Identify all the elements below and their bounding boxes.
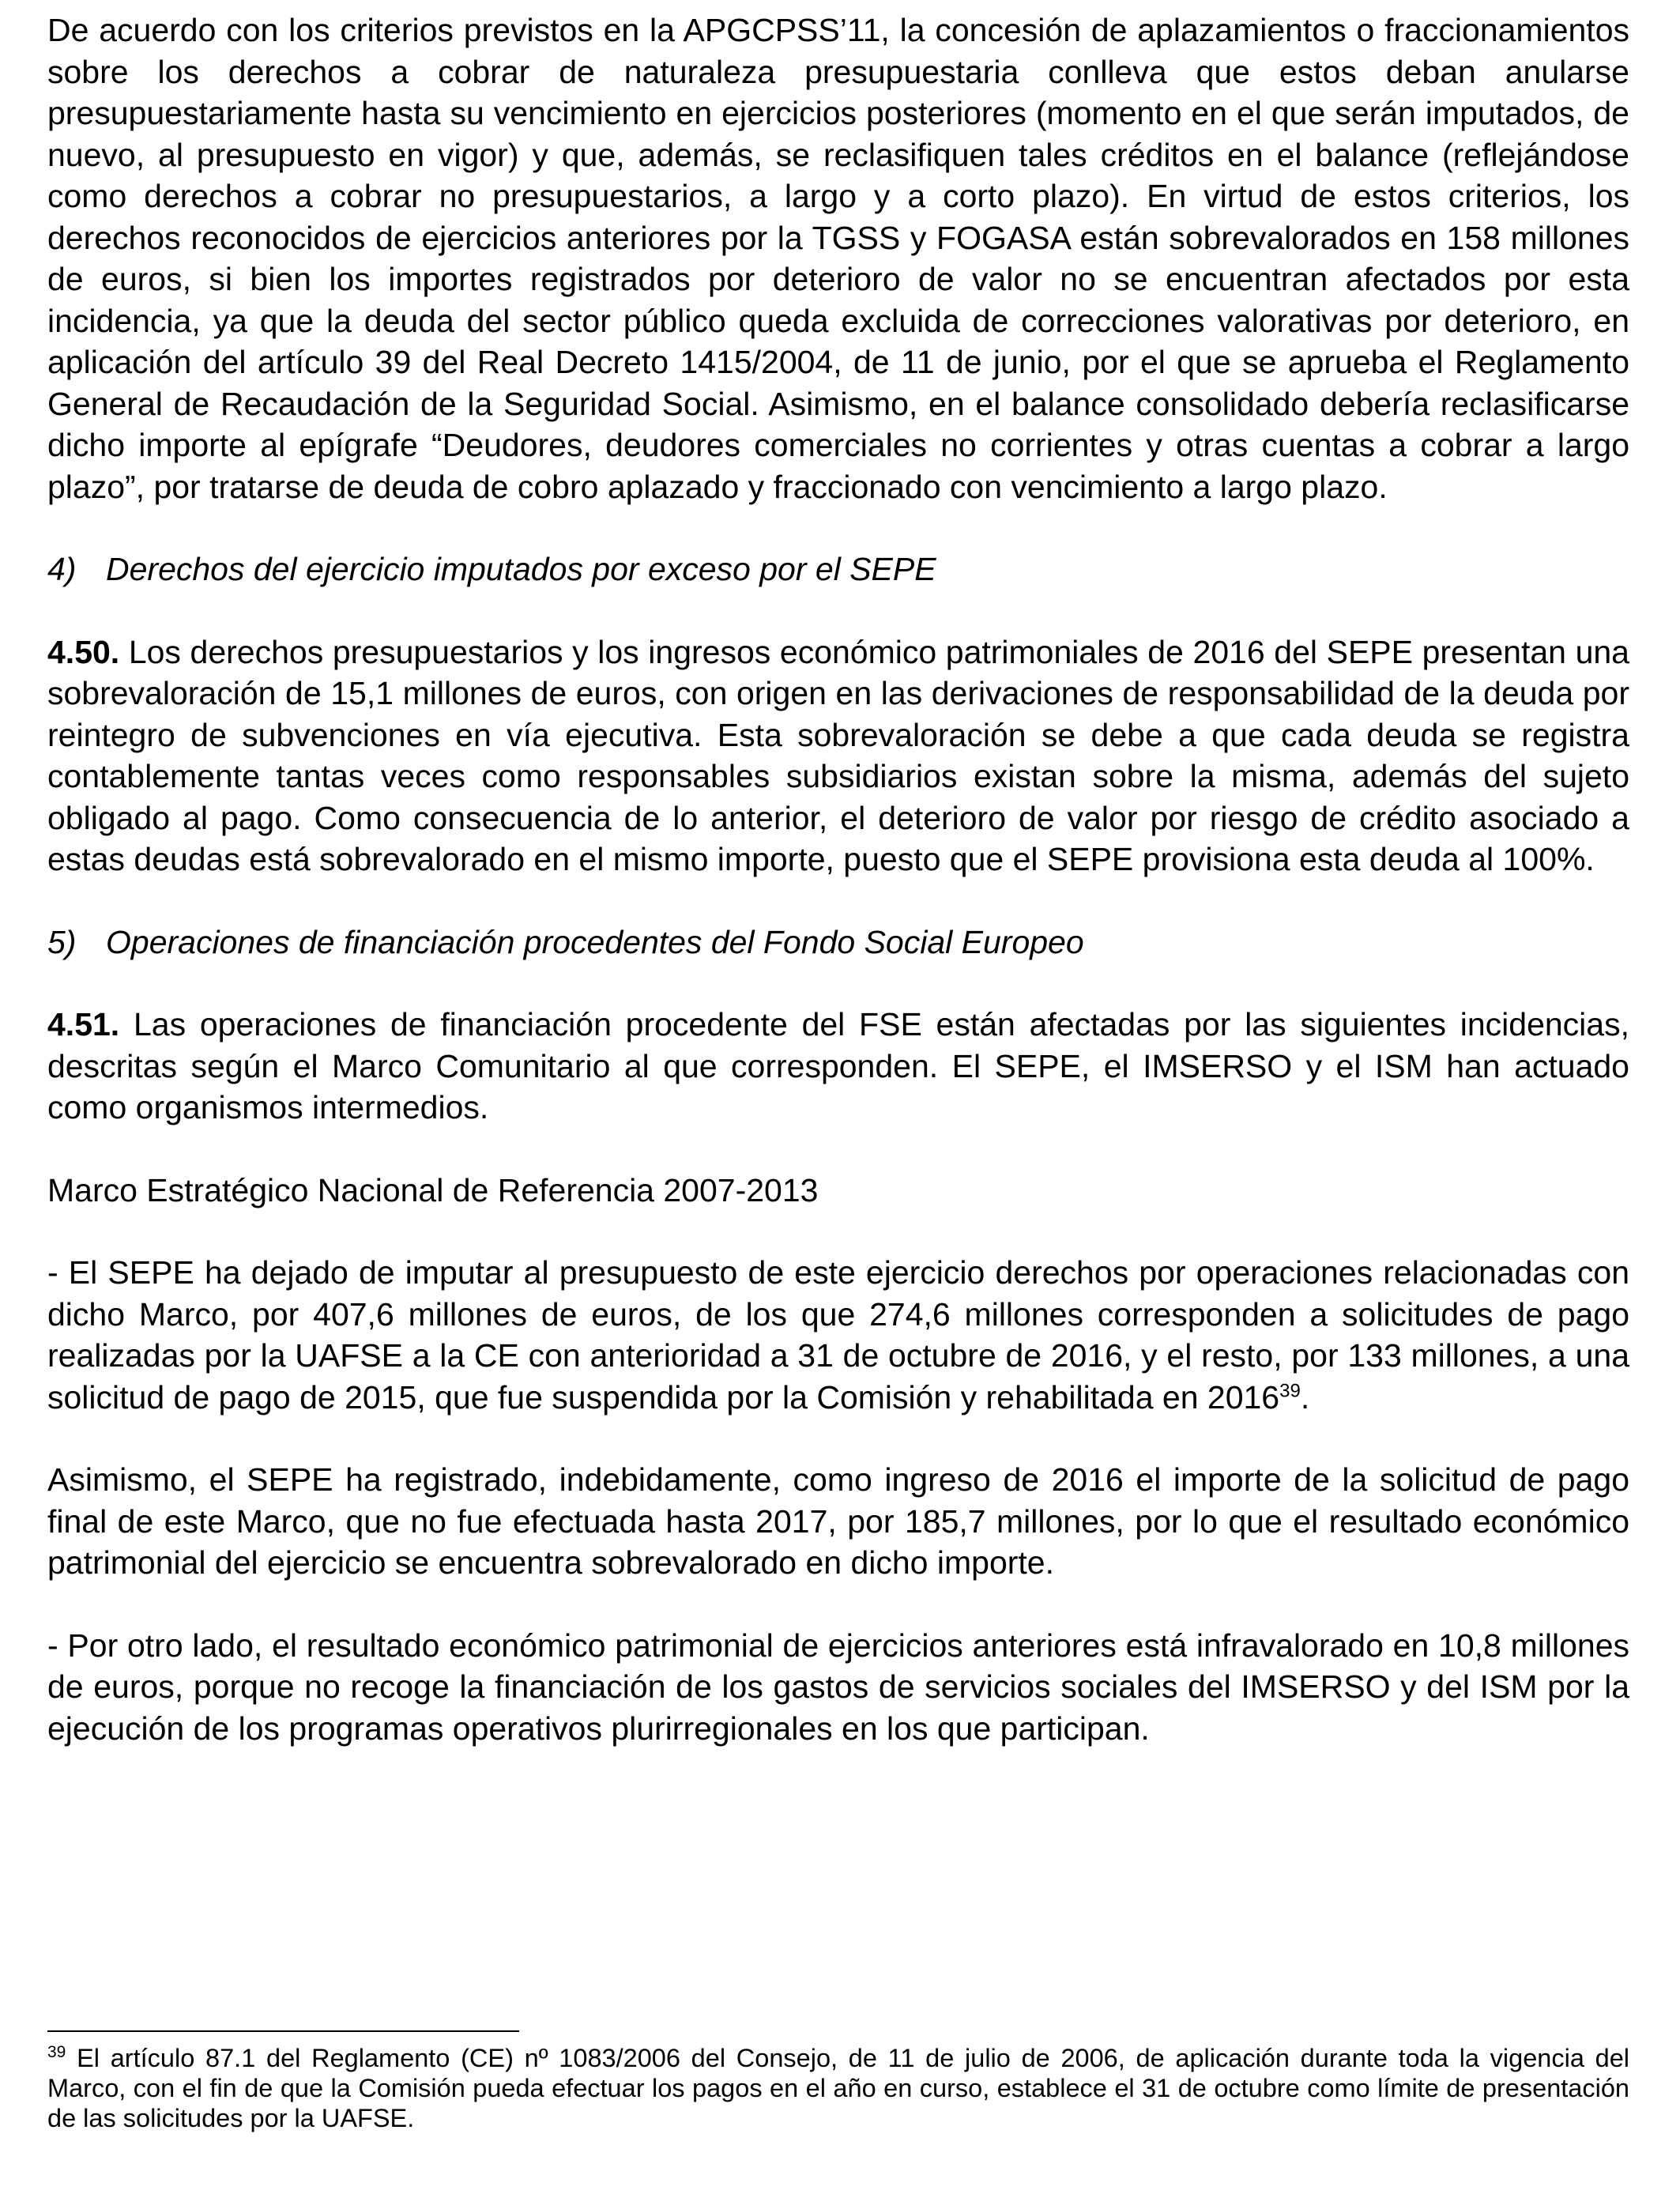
section-title: Operaciones de financiación procedentes del Fondo Social Europeo <box>106 923 1084 960</box>
footnote-divider <box>47 2030 519 2032</box>
footnote-number: 39 <box>47 2043 66 2062</box>
bullet-text: - El SEPE ha dejado de imputar al presupuesto de este ejercicio derechos por operaciones relacionadas con dicho Marco, por 407,6 millones de euros, de los que 274,6 millones corresponden a solicitudes de pago realizadas por la UAFSE a la CE con anterioridad a 31 de octubre de 2016, y el resto, por 133 millones, a una solicitud de pago de 2015, que fue suspendida por la Comisión y rehabilitada en 2016 <box>47 1254 1629 1416</box>
spacer <box>47 1584 1629 1625</box>
spacer <box>47 963 1629 1004</box>
paragraph-number: 4.51. <box>47 1006 120 1042</box>
document-body <box>47 9 1629 1749</box>
footnote-text: El artículo 87.1 del Reglamento (CE) nº 1083/2006 del Consejo, de 11 de julio de 2006, de aplicación durante toda la vigencia del Marco, con el fin de que la Comisión pueda efectuar los pagos en el año en curso, establece el 31 de octubre como límite de presentación de las solicitudes por la UAFSE. <box>47 2044 1629 2132</box>
section-number: 4) <box>47 551 77 587</box>
paragraph-intro: De acuerdo con los criterios previstos en la APGCPSS’11, la concesión de aplazamientos o fraccionamientos sobre los derechos a cobrar de naturaleza presupuestaria conlleva que estos deban anularse presupuestariamente hasta su vencimiento en ejercicios posteriores (momento en el que serán imputados, de nuevo, al presupuesto en vigor) y que, además, se reclasifiquen tales créditos en el balance (reflejándose como derechos a cobrar no presupuestarios, a largo y a corto plazo). En virtud de estos criterios, los derechos reconocidos de ejercicios anteriores por la TGSS y FOGASA están sobrevalorados en 158 millones de euros, si bien los importes registrados por deterioro de valor no se encuentran afectados por esta incidencia, ya que la deuda del sector público queda excluida de correcciones valorativas por deterioro, en aplicación del artículo 39 del Real Decreto 1415/2004, de 11 de junio, por el que se aprueba el Reglamento General de Recaudación de la Seguridad Social. Asimismo, en el balance consolidado debería reclasificarse dicho importe al epígrafe “Deudores, deudores comerciales no corrientes y otras cuentas a cobrar a largo plazo”, por tratarse de deuda de cobro aplazado y fraccionado con vencimiento a largo plazo. <box>47 12 1629 505</box>
paragraph-text: Las operaciones de financiación procedente del FSE están afectadas por las siguientes incidencias, descritas según el Marco Comunitario al que corresponden. El SEPE, el IMSERSO y el ISM han actuado como organismos intermedios. <box>47 1006 1629 1125</box>
bullet-sepe <box>47 1252 1629 1418</box>
paragraph-4-50 <box>47 631 1629 880</box>
paragraph-text: Los derechos presupuestarios y los ingresos económico patrimoniales de 2016 del SEPE presentan una sobrevaloración de 15,1 millones de euros, con origen en las derivaciones de responsabilidad de la deuda por reintegro de subvenciones en vía ejecutiva. Esta sobrevaloración se debe a que cada deuda se registra contablemente tantas veces como responsables subsidiarios existan sobre la misma, además del sujeto obligado al pago. Como consecuencia de lo anterior, el deterioro de valor por riesgo de crédito asociado a estas deudas está sobrevalorado en el mismo importe, puesto que el SEPE provisiona esta deuda al 100%. <box>47 633 1629 877</box>
spacer <box>47 1129 1629 1170</box>
footnote-reference[interactable]: 39 <box>1279 1379 1301 1401</box>
bullet-otro-lado: - Por otro lado, el resultado económico patrimonial de ejercicios anteriores está infravalorado en 10,8 millones de euros, porque no recoge la financiación de los gastos de servicios sociales del IMSERSO y del ISM por la ejecución de los programas operativos plurirregionales en los que participan. <box>47 1627 1629 1747</box>
section-number: 5) <box>47 923 77 960</box>
spacer <box>47 1211 1629 1252</box>
section-heading-5 <box>47 922 1629 963</box>
spacer <box>47 1418 1629 1459</box>
paragraph-asimismo: Asimismo, el SEPE ha registrado, indebidamente, como ingreso de 2016 el importe de la solicitud de pago final de este Marco, que no fue efectuada hasta 2017, por 185,7 millones, por lo que el resultado económico patrimonial del ejercicio se encuentra sobrevalorado en dicho importe. <box>47 1461 1629 1581</box>
section-heading-4 <box>47 548 1629 590</box>
bullet-end: . <box>1300 1378 1310 1416</box>
spacer <box>47 590 1629 631</box>
spacer <box>47 507 1629 548</box>
section-title: Derechos del ejercicio imputados por exceso por el SEPE <box>106 551 936 587</box>
marco-subtitle: Marco Estratégico Nacional de Referencia 2007-2013 <box>47 1171 819 1208</box>
footnote-39 <box>47 2043 1629 2133</box>
paragraph-4-51 <box>47 1004 1629 1129</box>
paragraph-number: 4.50. <box>47 633 120 670</box>
spacer <box>47 880 1629 922</box>
